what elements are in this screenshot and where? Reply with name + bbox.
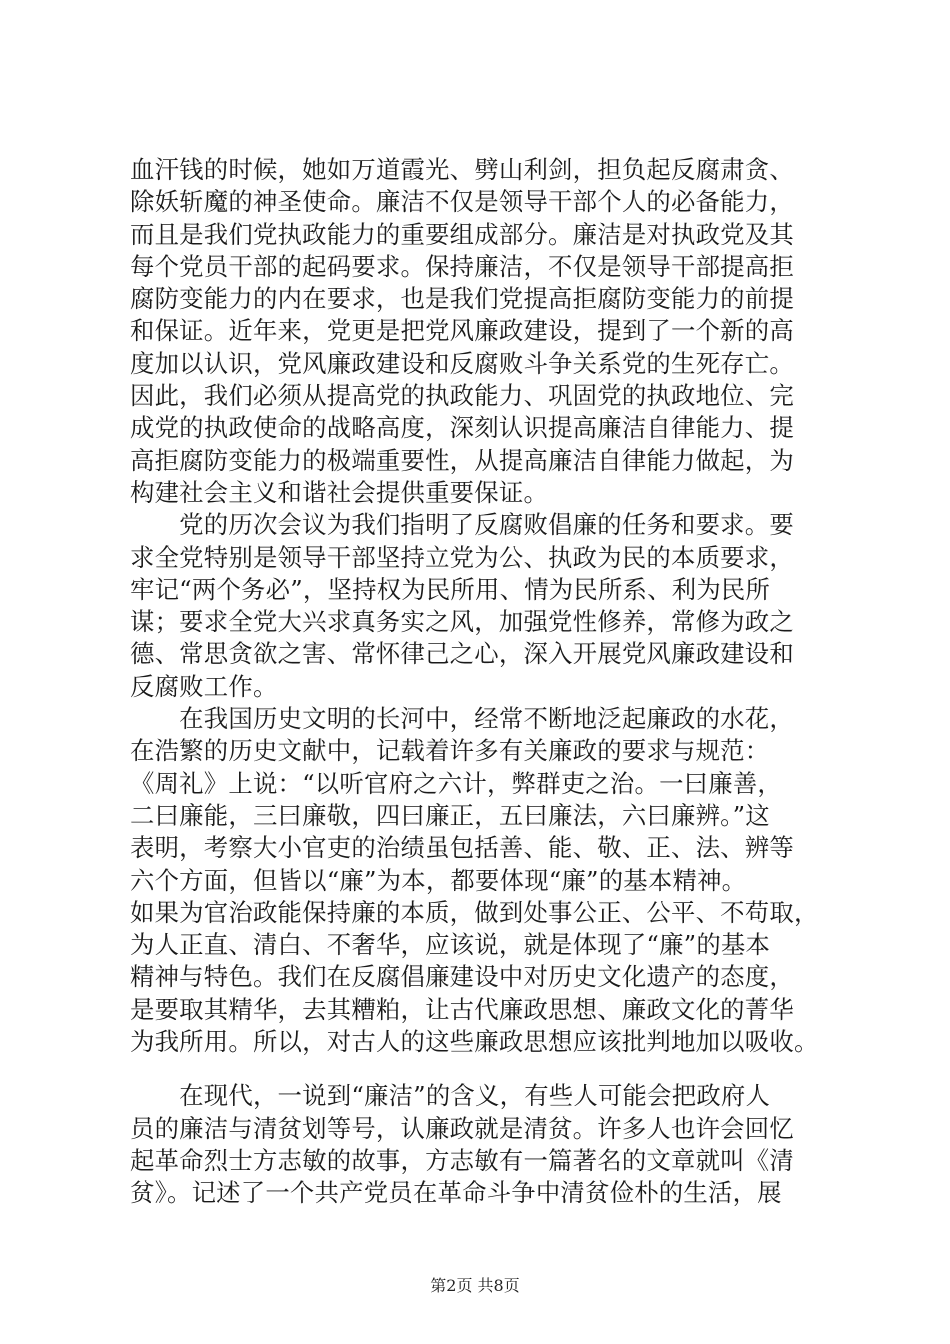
page-number-footer: 第2页 共8页 — [430, 1276, 520, 1295]
text-line: 党的历次会议为我们指明了反腐败倡廉的任务和要求。要 — [130, 510, 794, 540]
text-line: 表明，考察大小官吏的治绩虽包括善、能、敬、正、法、辨等 — [130, 833, 794, 863]
text-line: 而且是我们党执政能力的重要组成部分。廉洁是对执政党及其 — [130, 219, 794, 249]
text-line: 为我所用。所以，对古人的这些廉政思想应该批判地加以吸收。 — [130, 1027, 819, 1057]
text-line: 成党的执政使命的战略高度，深刻认识提高廉洁自律能力、提 — [130, 413, 794, 443]
text-line: 求全党特别是领导干部坚持立党为公、执政为民的本质要求， — [130, 542, 794, 572]
text-line: 为人正直、清白、不奢华，应该说，就是体现了“廉”的基本 — [130, 930, 771, 960]
text-line: 起革命烈士方志敏的故事，方志敏有一篇著名的文章就叫《清 — [130, 1145, 794, 1175]
text-line: 度加以认识，党风廉政建设和反腐败斗争关系党的生死存亡。 — [130, 348, 794, 378]
text-line: 《周礼》上说：“以听官府之六计，弊群吏之治。一曰廉善， — [130, 768, 783, 798]
text-line: 除妖斩魔的神圣使命。廉洁不仅是领导干部个人的必备能力， — [130, 187, 794, 217]
text-line: 员的廉洁与清贫划等号，认廉政就是清贫。许多人也许会回忆 — [130, 1113, 794, 1143]
text-line: 二曰廉能，三曰廉敬，四曰廉正，五曰廉法，六曰廉辨。”这 — [130, 800, 770, 830]
text-line: 构建社会主义和谐社会提供重要保证。 — [130, 477, 549, 507]
text-line: 反腐败工作。 — [130, 671, 278, 701]
text-line: 在我国历史文明的长河中，经常不断地泛起廉政的水花， — [130, 704, 794, 734]
text-line: 腐防变能力的内在要求，也是我们党提高拒腐防变能力的前提 — [130, 284, 794, 314]
text-line: 贫》。记述了一个共产党员在革命斗争中清贫俭朴的生活，展 — [130, 1178, 782, 1208]
text-line: 血汗钱的时候，她如万道霞光、劈山利剑，担负起反腐肃贪、 — [130, 155, 794, 184]
text-line: 在现代，一说到“廉洁”的含义，有些人可能会把政府人 — [130, 1081, 771, 1111]
paragraph-4 — [130, 1080, 850, 1209]
paragraph-2 — [130, 509, 850, 703]
text-line: 和保证。近年来，党更是把党风廉政建设，提到了一个新的高 — [130, 316, 794, 346]
text-line: 是要取其精华，去其糟粕，让古代廉政思想、廉政文化的菁华 — [130, 994, 794, 1024]
text-line: 每个党员干部的起码要求。保持廉洁，不仅是领导干部提高拒 — [130, 251, 794, 281]
text-line: 牢记“两个务必”，坚持权为民所用、情为民所系、利为民所 — [130, 574, 771, 604]
text-line: 六个方面，但皆以“廉”为本，都要体现“廉”的基本精神。 — [130, 865, 747, 895]
paragraph-1 — [130, 154, 850, 509]
text-line: 精神与特色。我们在反腐倡廉建设中对历史文化遗产的态度， — [130, 962, 794, 992]
text-line: 高拒腐防变能力的极端重要性，从提高廉洁自律能力做起，为 — [130, 445, 794, 475]
text-line: 在浩繁的历史文献中，记载着许多有关廉政的要求与规范： — [130, 736, 770, 766]
text-line: 谋；要求全党大兴求真务实之风，加强党性修养，常修为政之 — [130, 607, 794, 637]
paragraph-3 — [130, 703, 850, 1058]
text-line: 德、常思贪欲之害、常怀律己之心，深入开展党风廉政建设和 — [130, 639, 794, 669]
text-line: 如果为官治政能保持廉的本质，做到处事公正、公平、不苟取， — [130, 897, 819, 927]
document-body — [130, 154, 850, 1210]
paragraph-spacer — [130, 1058, 850, 1080]
text-line: 因此，我们必须从提高党的执政能力、巩固党的执政地位、完 — [130, 381, 794, 411]
